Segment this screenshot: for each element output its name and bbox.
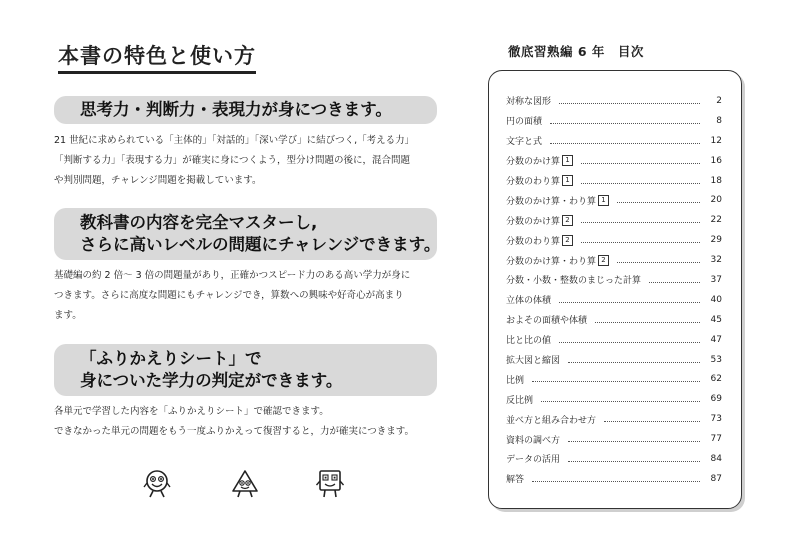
toc-leader-dots — [550, 122, 700, 124]
toc-item-label: 分数のわり算 — [506, 236, 561, 247]
toc-item-page: 37 — [710, 274, 722, 285]
toc-item — [506, 151, 722, 171]
toc-item-page: 32 — [710, 255, 722, 266]
triangle-character-icon — [230, 469, 260, 499]
toc-item-label: 資料の調べ方 — [506, 435, 561, 446]
toc-leader-dots — [532, 480, 700, 482]
toc-item-label: およその面積や体積 — [506, 316, 588, 327]
toc-title: 徹底習熟編 6 年 目次 — [508, 44, 644, 59]
toc-leader-dots — [581, 241, 700, 243]
toc-item-label: 円の面積 — [506, 117, 543, 128]
toc-item — [506, 131, 722, 151]
toc-item-part-number: 2 — [598, 255, 609, 266]
toc-item-page: 20 — [710, 195, 722, 206]
feature-heading-3 — [54, 344, 437, 396]
toc-item — [506, 290, 722, 310]
toc-item-label: 拡大図と縮図 — [506, 356, 561, 367]
square-character-icon — [316, 469, 344, 499]
toc-item-page: 84 — [710, 453, 722, 464]
toc-item-label: 並べ方と組み合わせ方 — [506, 415, 597, 426]
toc-item — [506, 111, 722, 131]
toc-item-page: 18 — [710, 175, 722, 186]
toc-item-label: 分数のかけ算・わり算 — [506, 196, 597, 207]
toc-item-page: 77 — [710, 434, 722, 445]
toc-item-page: 8 — [716, 115, 722, 126]
feature-description-3 — [54, 402, 449, 442]
toc-item — [506, 171, 722, 191]
toc-leader-dots — [559, 301, 700, 303]
toc-item — [506, 429, 722, 449]
toc-item — [506, 250, 722, 270]
toc-leader-dots — [581, 162, 700, 164]
toc-leader-dots — [559, 341, 700, 343]
description-line: や判別問題，チャレンジ問題を掲載しています。 — [54, 175, 262, 186]
toc-item — [506, 210, 722, 230]
toc-item-page: 47 — [710, 334, 722, 345]
toc-leader-dots — [559, 102, 700, 104]
toc-item-label: 分数のわり算 — [506, 177, 561, 187]
feature-heading-line: 思考力・判断力・表現力が身につきます。 — [80, 100, 392, 119]
toc-item-label: 対称な図形 — [506, 97, 552, 108]
toc-item — [506, 389, 722, 409]
toc-item-label: 立体の体積 — [506, 296, 552, 307]
toc-item-page: 2 — [716, 95, 722, 106]
toc-item-page: 73 — [710, 414, 722, 425]
description-line: ます。 — [54, 310, 82, 321]
toc-item-part-number: 1 — [562, 175, 573, 186]
toc-leader-dots — [595, 321, 700, 323]
toc-item — [506, 270, 722, 290]
toc-item-page: 40 — [710, 294, 722, 305]
toc-item-part-number: 1 — [562, 155, 573, 166]
toc-item-part-number: 2 — [562, 235, 573, 246]
toc-item-label: 分数のかけ算 — [506, 157, 561, 168]
toc-item — [506, 310, 722, 330]
toc-item — [506, 350, 722, 370]
toc-item-label: 比例 — [506, 375, 525, 386]
toc-item-page: 62 — [710, 374, 722, 385]
feature-description-2 — [54, 266, 449, 326]
toc-item-label: 分数・小数・整数のまじった計算 — [506, 276, 642, 287]
toc-leader-dots — [581, 221, 700, 223]
toc-item-part-number: 1 — [598, 195, 609, 206]
toc-leader-dots — [541, 400, 700, 402]
toc-item-page: 45 — [710, 314, 722, 325]
feature-heading-line: さらに高いレベルの問題にチャレンジできます。 — [80, 235, 441, 254]
toc-item-page: 69 — [710, 394, 722, 405]
toc-leader-dots — [604, 420, 700, 422]
toc-leader-dots — [617, 261, 700, 263]
toc-item — [506, 190, 722, 210]
description-line: 基礎編の約 2 倍～ 3 倍の問題量があり，正確かつスピード力のある高い学力が身に — [54, 270, 411, 281]
toc-item-label: 分数のかけ算 — [506, 216, 561, 227]
description-line: できなかった単元の問題をもう一度ふりかえって復習すると，力が確実につきます。 — [54, 426, 415, 437]
toc-item-page: 16 — [710, 155, 722, 166]
feature-heading-line: 身についた学力の判定ができます。 — [80, 371, 343, 390]
toc-item — [506, 469, 722, 489]
toc-item — [506, 330, 722, 350]
toc-item — [506, 369, 722, 389]
page-title: 本書の特色と使い方 — [58, 42, 256, 74]
description-line: 「判断する力」「表現する力」が確実に身につくよう，型分け問題の後に，混合問題 — [54, 155, 411, 166]
feature-heading-line: 教科書の内容を完全マスターし, — [80, 213, 318, 232]
toc-item-page: 12 — [710, 135, 722, 146]
toc-item — [506, 230, 722, 250]
toc-item-page: 87 — [710, 473, 722, 484]
toc-list — [506, 91, 722, 489]
toc-leader-dots — [568, 440, 700, 442]
toc-item-page: 53 — [710, 354, 722, 365]
toc-item-part-number: 2 — [562, 215, 573, 226]
feature-heading-2 — [54, 208, 441, 260]
feature-heading-1 — [54, 96, 437, 124]
toc-leader-dots — [532, 380, 700, 382]
toc-item — [506, 91, 722, 111]
toc-item-label: データの活用 — [506, 455, 561, 466]
toc-item-label: 比と比の値 — [506, 336, 552, 347]
toc-item-label: 分数のかけ算・わり算 — [506, 256, 597, 267]
toc-item-page: 29 — [710, 235, 722, 246]
toc-leader-dots — [617, 201, 700, 203]
toc-item — [506, 409, 722, 429]
toc-item-page: 22 — [710, 215, 722, 226]
toc-leader-dots — [581, 182, 700, 184]
description-line: つきます。さらに高度な問題にもチャレンジでき，算数への興味や好奇心が高まり — [54, 290, 404, 301]
toc-item — [506, 449, 722, 469]
feature-description-1 — [54, 131, 449, 191]
toc-leader-dots — [568, 460, 700, 462]
toc-item-label: 解答 — [506, 475, 525, 486]
feature-heading-line: 「ふりかえりシート」で — [80, 349, 262, 368]
toc-leader-dots — [649, 281, 700, 283]
toc-leader-dots — [568, 361, 700, 363]
toc-item-label: 反比例 — [506, 395, 534, 406]
toc-leader-dots — [550, 142, 700, 144]
mascot-characters — [0, 469, 480, 499]
circle-character-icon — [143, 469, 171, 499]
description-line: 各単元で学習した内容を「ふりかえりシート」で確認できます。 — [54, 406, 329, 417]
description-line: 21 世紀に求められている「主体的」「対話的」「深い学び」に結びつく,「考える力」 — [54, 135, 415, 146]
toc-item-label: 文字と式 — [506, 137, 543, 148]
